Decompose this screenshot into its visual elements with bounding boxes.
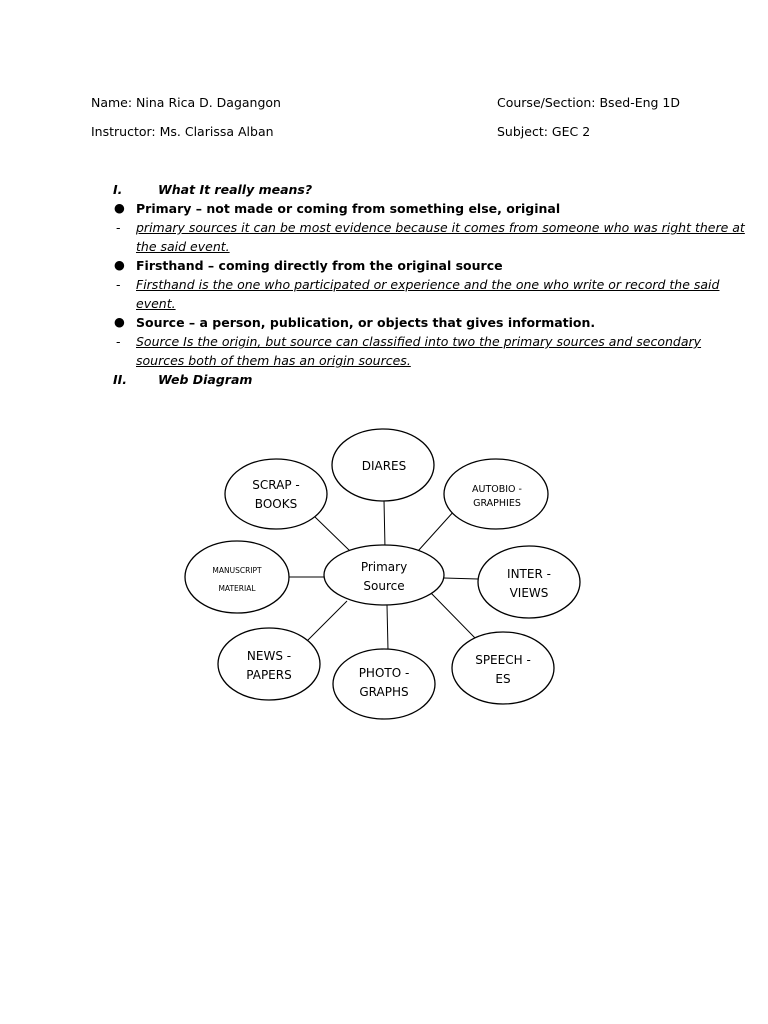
- definition-source-line-2: sources both of them has an origin sources.: [136, 353, 411, 368]
- instructor: Instructor: Ms. Clarissa Alban: [91, 124, 274, 139]
- connector-photographs: [387, 605, 388, 650]
- bullet-icon: ●: [114, 257, 125, 272]
- connector-autobiographies: [418, 510, 455, 551]
- definition-source-line-1: Source Is the origin, but source can classified into two the primary sources and secondary: [136, 334, 702, 349]
- node-scrapbooks: [225, 459, 327, 529]
- label-autobiographies-1: AUTOBIO -: [472, 484, 522, 495]
- definition-primary-line-2: the said event.: [136, 239, 230, 254]
- connector-interviews: [444, 578, 478, 579]
- student-name: Name: Nina Rica D. Dagangon: [91, 95, 281, 110]
- definition-firsthand-line-1: Firsthand is the one who participated or experience and the one who write or record the said: [136, 277, 720, 292]
- dash-marker: -: [116, 220, 121, 235]
- connector-speeches: [430, 592, 477, 640]
- label-newspapers-2: PAPERS: [246, 668, 292, 682]
- section-1-title: What It really means?: [158, 182, 313, 197]
- label-newspapers-1: NEWS -: [246, 649, 292, 663]
- bullet-icon: ●: [114, 200, 125, 215]
- node-interviews: [478, 546, 580, 618]
- label-manuscript-2: MATERIAL: [218, 584, 256, 593]
- section-2-numeral: II.: [113, 372, 128, 387]
- term-primary: Primary – not made or coming from something else, original: [136, 201, 561, 216]
- course-section: Course/Section: Bsed-Eng 1D: [497, 95, 681, 110]
- label-scrapbooks-1: SCRAP -: [252, 478, 300, 492]
- label-center-1: Primary: [360, 560, 408, 574]
- connector-newspapers: [307, 601, 347, 641]
- label-autobiographies-2: GRAPHIES: [473, 498, 521, 509]
- label-center-2: Source: [363, 579, 405, 593]
- node-newspapers: [218, 628, 320, 700]
- node-manuscript: [185, 541, 289, 613]
- label-speeches-1: SPEECH -: [475, 653, 531, 667]
- label-scrapbooks-2: BOOKS: [254, 497, 298, 511]
- node-speeches: [452, 632, 554, 704]
- dash-marker: -: [116, 277, 121, 292]
- label-manuscript-1: MANUSCRIPT: [212, 566, 262, 575]
- definition-primary-line-1: primary sources it can be most evidence because it comes from someone who was right there at: [136, 220, 745, 235]
- definition-firsthand-line-2: event.: [136, 296, 176, 311]
- label-interviews-2: VIEWS: [509, 586, 549, 600]
- subject: Subject: GEC 2: [497, 124, 591, 139]
- label-photographs-2: GRAPHS: [359, 685, 409, 699]
- label-photographs-1: PHOTO -: [358, 666, 410, 680]
- node-photographs: [333, 649, 435, 719]
- label-speeches-2: ES: [495, 672, 511, 686]
- term-firsthand: Firsthand – coming directly from the original source: [136, 258, 503, 273]
- section-1-numeral: I.: [113, 182, 123, 197]
- label-diares: DIARES: [361, 459, 407, 473]
- node-center: [324, 545, 444, 605]
- label-interviews-1: INTER -: [507, 567, 551, 581]
- section-2-title: Web Diagram: [158, 372, 253, 387]
- connector-diares: [384, 500, 385, 548]
- bullet-icon: ●: [114, 314, 125, 329]
- connector-scrapbooks: [315, 517, 350, 551]
- term-source: Source – a person, publication, or objects that gives information.: [136, 315, 596, 330]
- dash-marker: -: [116, 334, 121, 349]
